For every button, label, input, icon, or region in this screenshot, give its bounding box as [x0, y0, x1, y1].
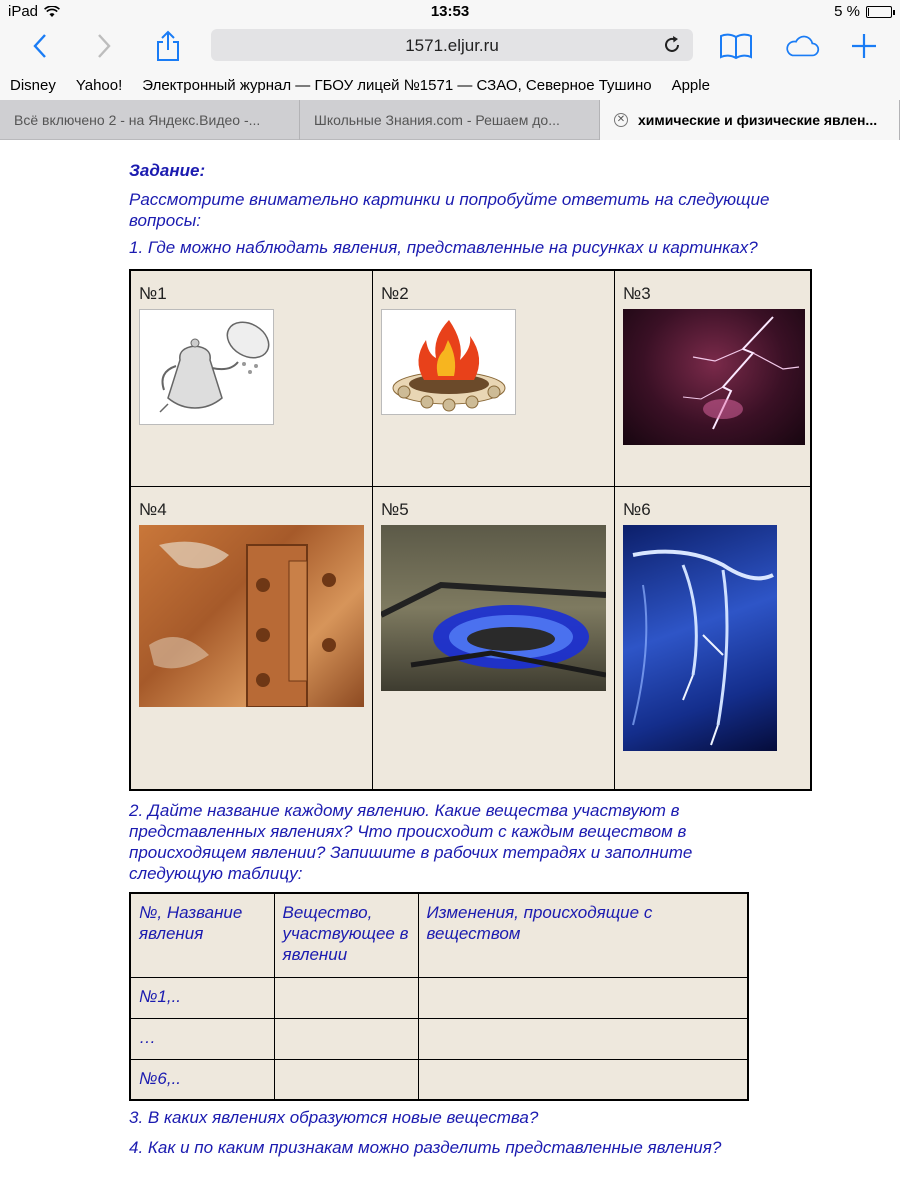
ice-image [623, 525, 777, 751]
chevron-right-icon [96, 33, 112, 59]
ice-icon [623, 525, 777, 751]
tab-bar [0, 100, 900, 140]
gas-flame-image [381, 525, 606, 691]
url-text: 1571.eljur.ru [405, 36, 499, 55]
plus-icon [851, 33, 877, 59]
gas-burner-icon [381, 525, 606, 691]
question-1: 1. Где можно наблюдать явления, представленные на рисунках и картинках? [129, 238, 758, 257]
browser-toolbar [0, 24, 900, 70]
table-cell [418, 1018, 748, 1059]
answer-table [129, 892, 749, 1101]
cell-number: №4 [139, 500, 167, 519]
reload-icon[interactable] [661, 34, 683, 56]
kettle-icon [140, 310, 274, 425]
table-cell: … [130, 1018, 274, 1059]
rusty-hinge-image [139, 525, 364, 707]
image-grid [129, 269, 812, 791]
bookmarks-bar [0, 70, 900, 100]
bookmark-apple[interactable]: Apple [671, 76, 710, 94]
tab-label: Всё включено 2 - на Яндекс.Видео -... [14, 112, 261, 128]
new-tab-button[interactable] [846, 28, 882, 64]
task-heading: Задание: [129, 161, 206, 180]
icloud-tabs-button[interactable] [784, 28, 820, 64]
document [129, 150, 829, 258]
table-cell [274, 1059, 418, 1100]
task-intro: Рассмотрите внимательно картинки и попробуйте ответить на следующие вопросы: [129, 190, 770, 230]
tab-active[interactable] [600, 100, 900, 140]
table-row [130, 977, 748, 1018]
table-cell [418, 977, 748, 1018]
battery-percent: 5 % [834, 3, 860, 20]
table-row [130, 1059, 748, 1100]
grid-cell-6 [615, 487, 812, 789]
table-header-cell: №, Название явления [130, 893, 274, 977]
status-bar [0, 0, 900, 24]
grid-cell-2 [373, 271, 615, 487]
bookmark-eljur[interactable]: Электронный журнал — ГБОУ лицей №1571 — СЗАО, Северное Тушино [142, 76, 652, 94]
lightning-icon [623, 309, 805, 445]
question-2-block [129, 800, 769, 884]
campfire-image [381, 309, 516, 415]
table-header-cell: Вещество, участвующее в явлении [274, 893, 418, 977]
grid-cell-1 [131, 271, 373, 487]
table-cell: №6,.. [130, 1059, 274, 1100]
share-button[interactable] [150, 28, 186, 64]
table-header-cell: Изменения, происходящие с веществом [418, 893, 748, 977]
forward-button[interactable] [86, 28, 122, 64]
table-row [130, 1018, 748, 1059]
device-name: iPad [8, 3, 39, 20]
close-tab-icon[interactable]: ✕ [614, 113, 628, 127]
bookmarks-button[interactable] [718, 28, 754, 64]
tab-znania[interactable] [300, 100, 600, 140]
share-icon [155, 30, 181, 62]
back-button[interactable] [22, 28, 58, 64]
clock: 13:53 [430, 3, 470, 20]
table-cell [274, 1018, 418, 1059]
cell-number: №2 [381, 284, 409, 303]
tab-label: Школьные Знания.com - Решаем до... [314, 112, 560, 128]
grid-cell-3 [615, 271, 812, 487]
tab-yandex-video[interactable] [0, 100, 300, 140]
table-cell [274, 977, 418, 1018]
bookmark-yahoo[interactable]: Yahoo! [75, 76, 123, 94]
cloud-icon [784, 32, 820, 60]
cell-number: №6 [623, 500, 651, 519]
cell-number: №5 [381, 500, 409, 519]
address-bar[interactable] [211, 29, 693, 61]
cell-number: №1 [139, 284, 167, 303]
grid-cell-4 [131, 487, 373, 789]
kettle-image [139, 309, 274, 425]
cell-number: №3 [623, 284, 651, 303]
table-cell: №1,.. [130, 977, 274, 1018]
table-cell [418, 1059, 748, 1100]
campfire-icon [382, 310, 516, 415]
book-icon [719, 32, 753, 60]
battery-icon [866, 6, 892, 18]
question-2: 2. Дайте название каждому явлению. Какие вещества участвуют в представленных явлениях? Что происходит с каждым веществом в происходящем явлении? Запишите в рабочих тетрадях и заполните следующую таблицу: [129, 801, 693, 883]
chevron-left-icon [32, 33, 48, 59]
grid-cell-5 [373, 487, 615, 789]
lightning-image [623, 309, 805, 445]
table-header-row [130, 893, 748, 977]
final-questions [129, 1107, 829, 1158]
question-3: 3. В каких явлениях образуются новые вещества? [129, 1108, 539, 1127]
hinge-icon [139, 525, 364, 707]
tab-label: химические и физические явлен... [638, 112, 878, 128]
bookmark-disney[interactable]: Disney [10, 76, 56, 94]
question-4: 4. Как и по каким признакам можно разделить представленные явления? [129, 1138, 722, 1157]
